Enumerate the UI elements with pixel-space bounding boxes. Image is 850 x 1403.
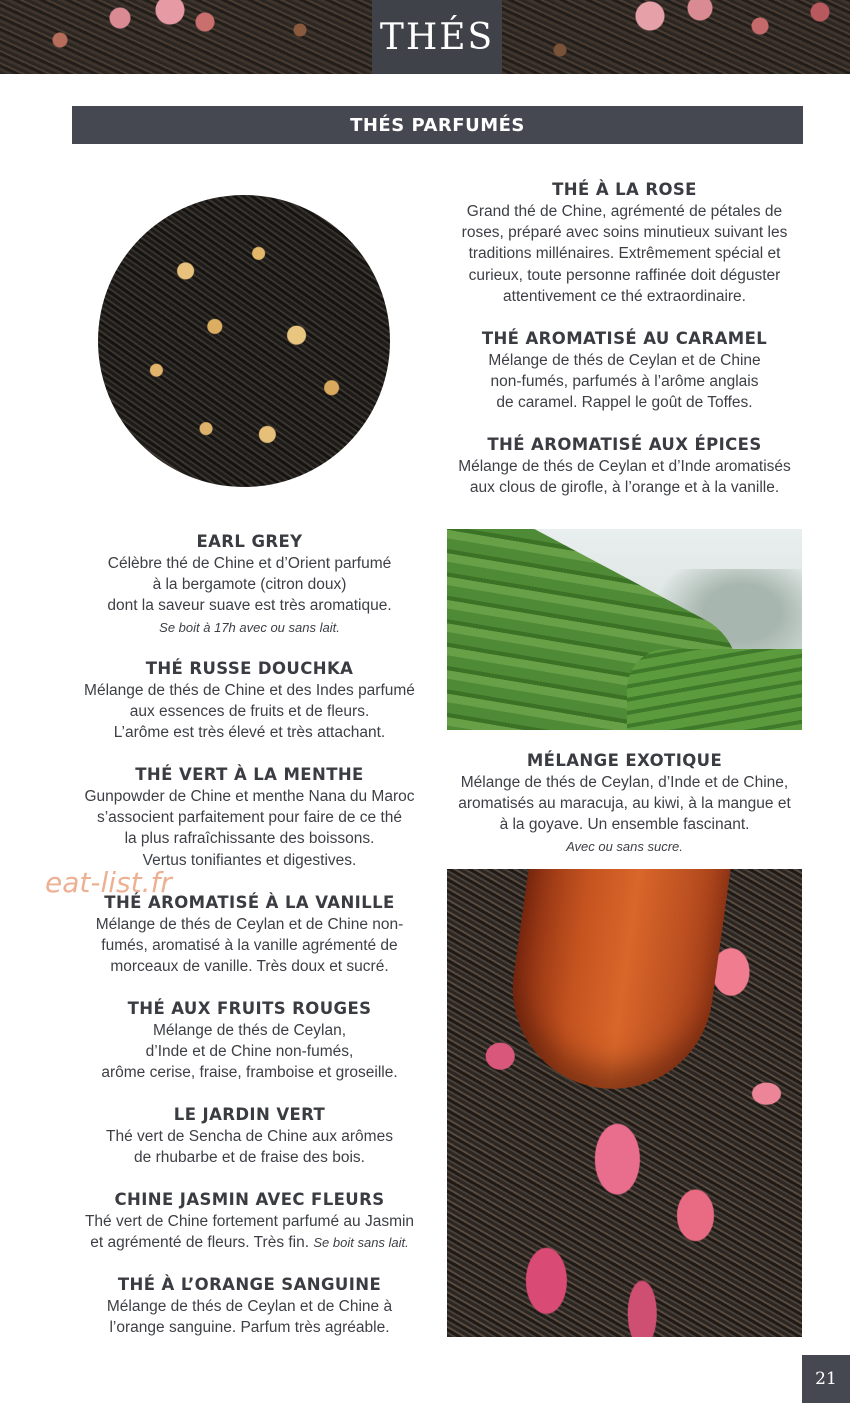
- page-title: THÉS: [372, 0, 502, 74]
- tea-name: MÉLANGE EXOTIQUE: [526, 751, 723, 770]
- tea-name: CHINE JASMIN AVEC FLEURS: [114, 1190, 385, 1209]
- tea-item: EARL GREY Célèbre thé de Chine et d’Orient parfumé à la bergamote (citron doux) dont la saveur suave est très aromatique. Se boit à 17h avec ou sans lait.: [72, 531, 427, 638]
- tea-name: LE JARDIN VERT: [173, 1105, 326, 1124]
- tea-item: THÉ À LA ROSE Grand thé de Chine, agrémenté de pétales de roses, préparé avec soins minutieux suivant les traditions millénaires. Extrêmement spécial et curieux, toute personne raffinée doit déguster attentivement ce thé extraordinaire.: [447, 179, 802, 307]
- section-title: THÉS PARFUMÉS: [72, 106, 803, 144]
- tea-item: THÉ À L’ORANGE SANGUINE Mélange de thés de Ceylan et de Chine à l’orange sanguine. Parfum très agréable.: [72, 1274, 427, 1338]
- tea-name: THÉ AROMATISÉ AU CARAMEL: [481, 329, 768, 348]
- tea-plantation-photo: [447, 529, 802, 730]
- tea-note: Se boit à 17h avec ou sans lait.: [159, 619, 340, 635]
- tea-name: EARL GREY: [196, 532, 303, 551]
- tea-item: THÉ AROMATISÉ AU CARAMEL Mélange de thés de Ceylan et de Chine non-fumés, parfumés à l’arôme anglais de caramel. Rappel le goût de Toffes.: [447, 328, 802, 414]
- tea-name: THÉ AROMATISÉ À LA VANILLE: [104, 893, 395, 912]
- tea-name: THÉ AUX FRUITS ROUGES: [127, 999, 372, 1018]
- tea-note: Avec ou sans sucre.: [566, 838, 683, 854]
- watermark: eat-list.fr: [45, 866, 172, 899]
- tea-item: MÉLANGE EXOTIQUE Mélange de thés de Ceylan, d’Inde et de Chine, aromatisés au maracuja, au kiwi, à la mangue et à la goyave. Un ensemble fascinant. Avec ou sans sucre.: [447, 750, 802, 857]
- tea-name: THÉ AROMATISÉ AUX ÉPICES: [487, 435, 762, 454]
- tea-item: THÉ AROMATISÉ AUX ÉPICES Mélange de thés de Ceylan et d’Inde aromatisés aux clous de girofle, à l’orange et à la vanille.: [447, 434, 802, 498]
- tea-item: THÉ AROMATISÉ À LA VANILLE Mélange de thés de Ceylan et de Chine non- fumés, aromatisé à la vanille agrémenté de morceaux de vanille. Très doux et sucré.: [72, 892, 427, 978]
- tea-note: Se boit sans lait.: [313, 1235, 409, 1251]
- rose-tea-scoop-photo: [447, 869, 802, 1337]
- tea-name: THÉ VERT À LA MENTHE: [135, 765, 364, 784]
- tea-name: THÉ À L’ORANGE SANGUINE: [117, 1275, 382, 1294]
- page-number: 21: [802, 1355, 850, 1403]
- loose-tea-photo: [98, 195, 390, 487]
- tea-item: THÉ RUSSE DOUCHKA Mélange de thés de Chine et des Indes parfumé aux essences de fruits et de fleurs. L’arôme est très élevé et très attachant.: [72, 658, 427, 744]
- tea-item: THÉ VERT À LA MENTHE Gunpowder de Chine et menthe Nana du Maroc s’associent parfaitement pour faire de ce thé la plus rafraîchissante des boissons. Vertus tonifiantes et digestives.: [72, 764, 427, 871]
- tea-item: CHINE JASMIN AVEC FLEURS Thé vert de Chine fortement parfumé au Jasmin et agrémenté de fleurs. Très fin. Se boit sans lait.: [72, 1189, 427, 1253]
- tea-name: THÉ À LA ROSE: [552, 180, 697, 199]
- tea-item: LE JARDIN VERT Thé vert de Sencha de Chine aux arômes de rhubarbe et de fraise des bois.: [72, 1104, 427, 1168]
- tea-item: THÉ AUX FRUITS ROUGES Mélange de thés de Ceylan, d’Inde et de Chine non-fumés, arôme cerise, fraise, framboise et groseille.: [72, 998, 427, 1084]
- tea-name: THÉ RUSSE DOUCHKA: [145, 659, 354, 678]
